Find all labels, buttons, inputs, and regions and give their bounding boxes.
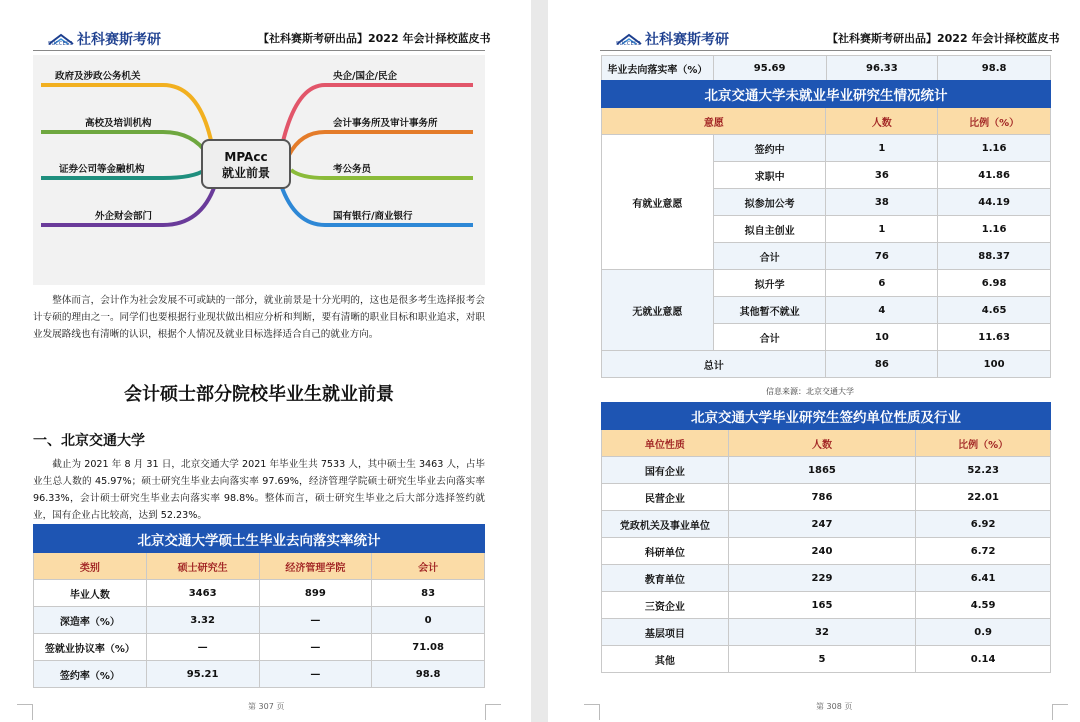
table-cell: 4 bbox=[826, 297, 938, 324]
table-row bbox=[602, 270, 1051, 297]
table-cell: 其他 bbox=[602, 646, 729, 673]
table-header-cell: 人数 bbox=[826, 108, 938, 135]
table-cell: 247 bbox=[728, 511, 916, 538]
table-cell: 6 bbox=[826, 270, 938, 297]
table-row bbox=[34, 634, 485, 661]
table-header-cell: 会计 bbox=[372, 553, 485, 580]
table-header-cell: 硕士研究生 bbox=[146, 553, 259, 580]
mindmap bbox=[33, 55, 485, 285]
table-title: 北京交通大学硕士生毕业去向落实率统计 bbox=[34, 525, 485, 553]
table-cell: 100 bbox=[938, 351, 1051, 378]
table-cell: 1 bbox=[826, 216, 938, 243]
table-row bbox=[34, 580, 485, 607]
mindmap-item: 外企财会部门 bbox=[95, 211, 153, 222]
table-row bbox=[602, 56, 1051, 81]
table-row bbox=[602, 538, 1051, 565]
table-cell: 合计 bbox=[713, 243, 826, 270]
table-cell: 22.01 bbox=[916, 484, 1051, 511]
table-cell: 其他暂不就业 bbox=[713, 297, 826, 324]
table-row bbox=[602, 646, 1051, 673]
mindmap-item: 央企/国企/民企 bbox=[333, 71, 397, 82]
mindmap-item: 国有银行/商业银行 bbox=[333, 211, 413, 222]
header-rule bbox=[600, 50, 1052, 51]
table-row bbox=[602, 457, 1051, 484]
table-group-cell: 有就业意愿 bbox=[602, 135, 714, 270]
page-corner-mark bbox=[584, 704, 600, 720]
table-cell: — bbox=[259, 607, 372, 634]
table-cell: 88.37 bbox=[938, 243, 1051, 270]
table-cell: 229 bbox=[728, 565, 916, 592]
table-header-cell: 意愿 bbox=[602, 108, 826, 135]
table-row bbox=[602, 511, 1051, 538]
table-cell: 教育单位 bbox=[602, 565, 729, 592]
logo bbox=[48, 30, 161, 48]
table-cell: 合计 bbox=[713, 324, 826, 351]
table-cell: 71.08 bbox=[372, 634, 485, 661]
table-cell: 拟升学 bbox=[713, 270, 826, 297]
table-cell: 6.98 bbox=[938, 270, 1051, 297]
table-row bbox=[602, 135, 1051, 162]
page-corner-mark bbox=[1052, 704, 1068, 720]
table-graduate-destination-continued bbox=[601, 55, 1051, 81]
table-cell: 240 bbox=[728, 538, 916, 565]
table-header-cell: 类别 bbox=[34, 553, 147, 580]
table-cell: — bbox=[259, 661, 372, 688]
table-graduate-destination bbox=[33, 524, 485, 688]
table-cell: 民营企业 bbox=[602, 484, 729, 511]
logo bbox=[616, 30, 729, 48]
table-cell: 科研单位 bbox=[602, 538, 729, 565]
header-rule bbox=[33, 50, 485, 51]
bjtu-paragraph: 截止为 2021 年 8 月 31 日，北京交通大学 2021 年毕业生共 7533 人，其中硕士生 3463 人，占毕业生总人数的 45.97%；硕士研究生毕业去向落实率 97.69%，经济管理学院硕士研究生毕业去向落实率 96.33%，会计硕士研究生毕业去向落实率 98.8%。整体而言，硕士研究生毕业之后大部分选择签约就业，国有企业占比较高，达到 52.23%。 bbox=[33, 459, 485, 521]
section-heading: 会计硕士部分院校毕业生就业前景 bbox=[124, 384, 394, 405]
table-row bbox=[34, 607, 485, 634]
table-row bbox=[602, 619, 1051, 646]
table-cell: 1.16 bbox=[938, 135, 1051, 162]
table-cell: 38 bbox=[826, 189, 938, 216]
left-page bbox=[0, 0, 531, 722]
table-cell: 拟参加公考 bbox=[713, 189, 826, 216]
table-cell: 5 bbox=[728, 646, 916, 673]
subsection-heading: 一、北京交通大学 bbox=[33, 433, 145, 449]
page-corner-mark bbox=[485, 704, 501, 720]
table-cell: 6.41 bbox=[916, 565, 1051, 592]
logo-name: 社科赛斯考研 bbox=[77, 32, 161, 48]
table-cell: 165 bbox=[728, 592, 916, 619]
page-header bbox=[548, 0, 1080, 52]
logo-sub: SUCCESS bbox=[616, 41, 641, 47]
page-number: 第 308 页 bbox=[816, 702, 853, 711]
doc-title: 【社科赛斯考研出品】2022 年会计择校蓝皮书 bbox=[258, 32, 491, 45]
table-cell: 95.21 bbox=[146, 661, 259, 688]
table-cell: 基层项目 bbox=[602, 619, 729, 646]
table-cell: 签就业协议率（%） bbox=[34, 634, 147, 661]
table-cell: 求职中 bbox=[713, 162, 826, 189]
table-cell: 1 bbox=[826, 135, 938, 162]
mindmap-center-line1: MPAcc bbox=[224, 150, 268, 164]
mindmap-item: 政府及涉政公务机关 bbox=[55, 71, 141, 82]
page-number: 第 307 页 bbox=[248, 702, 285, 711]
table-cell: 签约率（%） bbox=[34, 661, 147, 688]
table-title: 北京交通大学毕业研究生签约单位性质及行业 bbox=[602, 403, 1051, 430]
intro-paragraph: 整体而言，会计作为社会发展不可或缺的一部分，就业前景是十分光明的，这也是很多考生选择报考会计专硕的理由之一。同学们也要根据行业现状做出相应分析和判断，要有清晰的职业目标和职业追求，对职业发展路线也有清晰的认识，根据个人情况及就业目标选择适合自己的就业方向。 bbox=[33, 295, 485, 340]
mindmap-item: 证券公司等金融机构 bbox=[59, 164, 145, 175]
page-header bbox=[0, 0, 531, 52]
table-cell: 96.33 bbox=[826, 56, 938, 81]
table-row bbox=[602, 484, 1051, 511]
table-cell: — bbox=[146, 634, 259, 661]
table-cell: 786 bbox=[728, 484, 916, 511]
mindmap-item: 高校及培训机构 bbox=[85, 118, 152, 129]
mindmap-center bbox=[201, 139, 291, 189]
table-cell: 11.63 bbox=[938, 324, 1051, 351]
table-cell: — bbox=[259, 634, 372, 661]
table-cell: 拟自主创业 bbox=[713, 216, 826, 243]
table-employer-type bbox=[601, 402, 1051, 673]
table-row bbox=[602, 565, 1051, 592]
table-cell: 36 bbox=[826, 162, 938, 189]
table-header-cell: 比例（%） bbox=[916, 430, 1051, 457]
table-cell: 深造率（%） bbox=[34, 607, 147, 634]
page-corner-mark bbox=[17, 704, 33, 720]
table-cell: 6.72 bbox=[916, 538, 1051, 565]
table-cell: 95.69 bbox=[713, 56, 826, 81]
table-cell: 86 bbox=[826, 351, 938, 378]
logo-icon bbox=[616, 30, 642, 48]
table-row bbox=[34, 661, 485, 688]
table-row bbox=[602, 351, 1051, 378]
table-cell: 毕业人数 bbox=[34, 580, 147, 607]
table-row bbox=[602, 592, 1051, 619]
table-cell: 国有企业 bbox=[602, 457, 729, 484]
mindmap-item: 会计事务所及审计事务所 bbox=[333, 118, 438, 129]
table-cell: 41.86 bbox=[938, 162, 1051, 189]
table-cell: 4.59 bbox=[916, 592, 1051, 619]
table-cell: 44.19 bbox=[938, 189, 1051, 216]
table-cell: 毕业去向落实率（%） bbox=[602, 56, 714, 81]
table-cell: 党政机关及事业单位 bbox=[602, 511, 729, 538]
table-cell: 32 bbox=[728, 619, 916, 646]
table-cell: 0 bbox=[372, 607, 485, 634]
source-note: 信息来源：北京交通大学 bbox=[766, 387, 854, 396]
table-cell: 52.23 bbox=[916, 457, 1051, 484]
table-header-cell: 比例（%） bbox=[938, 108, 1051, 135]
table-cell: 1865 bbox=[728, 457, 916, 484]
mindmap-item: 考公务员 bbox=[333, 164, 372, 175]
table-cell: 签约中 bbox=[713, 135, 826, 162]
table-header-cell: 单位性质 bbox=[602, 430, 729, 457]
table-cell: 4.65 bbox=[938, 297, 1051, 324]
table-cell: 83 bbox=[372, 580, 485, 607]
logo-name: 社科赛斯考研 bbox=[645, 32, 729, 48]
table-unemployed bbox=[601, 80, 1051, 378]
table-cell: 0.14 bbox=[916, 646, 1051, 673]
table-cell: 总计 bbox=[602, 351, 826, 378]
table-cell: 6.92 bbox=[916, 511, 1051, 538]
logo-icon bbox=[48, 30, 74, 48]
table-cell: 98.8 bbox=[372, 661, 485, 688]
table-header-cell: 经济管理学院 bbox=[259, 553, 372, 580]
table-cell: 0.9 bbox=[916, 619, 1051, 646]
table-cell: 98.8 bbox=[938, 56, 1051, 81]
table-cell: 三资企业 bbox=[602, 592, 729, 619]
table-cell: 10 bbox=[826, 324, 938, 351]
table-cell: 76 bbox=[826, 243, 938, 270]
table-cell: 899 bbox=[259, 580, 372, 607]
table-title: 北京交通大学未就业毕业研究生情况统计 bbox=[602, 81, 1051, 108]
doc-title: 【社科赛斯考研出品】2022 年会计择校蓝皮书 bbox=[827, 32, 1060, 45]
mindmap-center-line2: 就业前景 bbox=[221, 166, 270, 180]
right-page bbox=[548, 0, 1080, 722]
table-cell: 1.16 bbox=[938, 216, 1051, 243]
table-header-cell: 人数 bbox=[728, 430, 916, 457]
logo-sub: SUCCESS bbox=[48, 41, 73, 47]
table-cell: 3463 bbox=[146, 580, 259, 607]
table-cell: 3.32 bbox=[146, 607, 259, 634]
table-group-cell: 无就业意愿 bbox=[602, 270, 714, 351]
